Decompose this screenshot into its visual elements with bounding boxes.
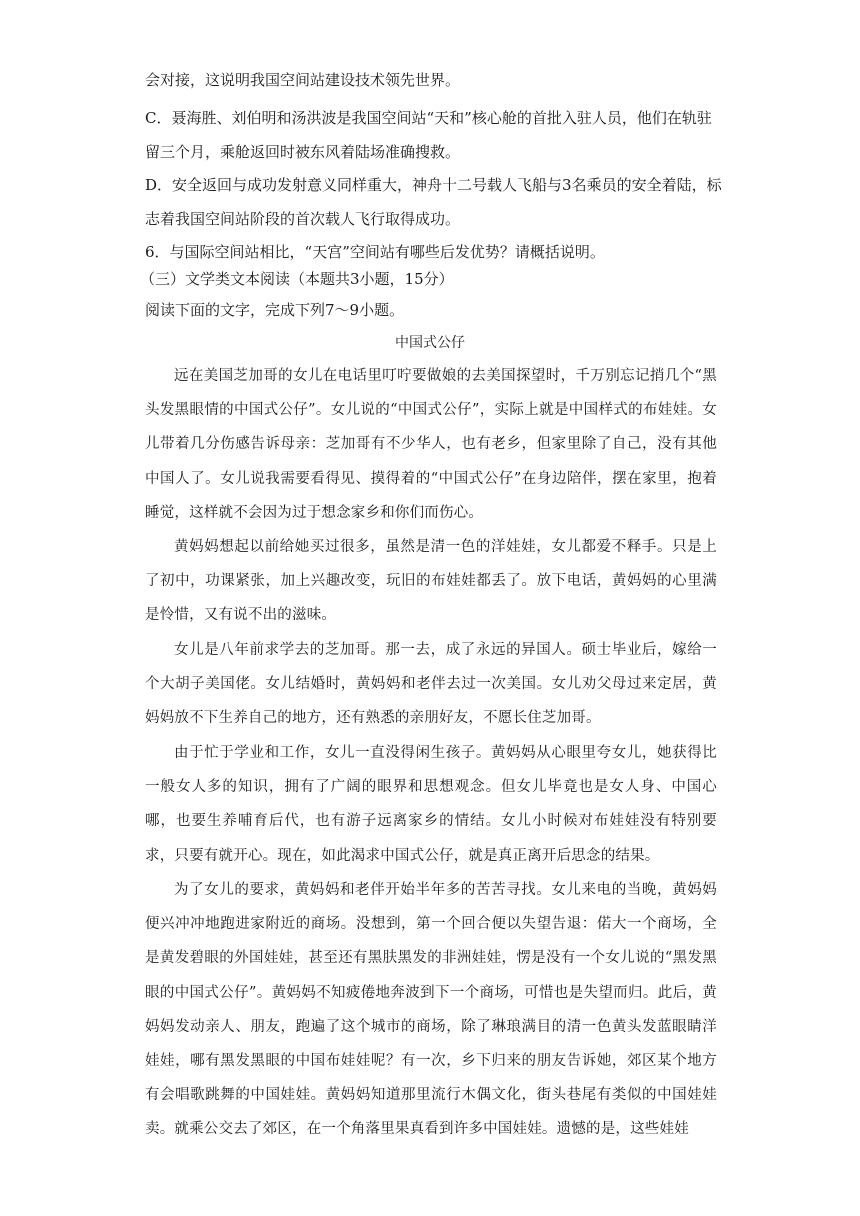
story-title: 中国式公仔	[395, 335, 465, 351]
story-paragraph: 为了女儿的要求，黄妈妈和老伴开始半年多的苦苦寻找。女儿来电的当晚，黄妈妈便兴冲冲地跑进家附近的商场。没想到，第一个回合便以失望告退：偌大一个商场，全是黄发碧眼的外国娃娃，甚至还有黑肤黑发的非洲娃娃，愣是没有一个女儿说的“黑发黑眼的中国式公仔”。黄妈妈不知疲倦地奔波到下一个商场，可惜也是失望而归。此后，黄妈妈发动亲人、朋友，跑遍了这个城市的商场，除了琳琅满目的清一色黄头发蓝眼睛洋娃娃，哪有黑发黑眼的中国布娃娃呢？有一次，乡下归来的朋友告诉她，郊区某个地方有会唱歌跳舞的中国娃娃。黄妈妈知道那里流行木偶文化，街头巷尾有类似的中国娃娃卖。就乘公交去了郊区，在一个角落里果真看到许多中国娃娃。遗憾的是，这些娃娃	[145, 882, 717, 1138]
option-b-tail: 会对接，这说明我国空间站建设技术领先世界。	[145, 71, 461, 89]
story-paragraph: 女儿是八年前求学去的芝加哥。那一去，成了永远的异国人。硕士毕业后，嫁给一个大胡子美国佬。女儿结婚时，黄妈妈和老伴去过一次美国。女儿劝父母过来定居，黄妈妈放不下生养自己的地方，还有熟悉的亲朋好友，不愿长住芝加哥。	[145, 642, 717, 727]
section-heading: （三）文学类文本阅读（本题共3小题，15分）	[140, 270, 454, 288]
story-paragraph: 黄妈妈想起以前给她买过很多，虽然是清一色的洋娃娃，女儿都爱不释手。只是上了初中，功课紧张，加上兴趣改变，玩旧的布娃娃都丢了。放下电话，黄妈妈的心里满是怜惜，又有说不出的滋味。	[145, 539, 717, 624]
story-paragraph: 远在美国芝加哥的女儿在电话里叮咛要做娘的去美国探望时，千万别忘记捎几个“黑头发黑眼情的中国式公仔”。女儿说的“中国式公仔”，实际上就是中国样式的布娃娃。女儿带着几分伤感告诉母亲：芝加哥有不少华人，也有老乡，但家里除了自己，没有其他中国人了。女儿说我需要看得见、摸得着的“中国式公仔”在身边陪伴，摆在家里，抱着睡觉，这样就不会因为过于想念家乡和你们而伤心。	[145, 368, 717, 521]
section-instruction: 阅读下面的文字，完成下列7～9小题。	[145, 301, 405, 319]
question-6: 6．与国际空间站相比，“天宫”空间站有哪些后发优势？请概括说明。	[145, 243, 605, 261]
story-paragraph: 由于忙于学业和工作，女儿一直没得闲生孩子。黄妈妈从心眼里夸女儿，她获得比一般女人多的知识，拥有了广阔的眼界和思想观念。但女儿毕竟也是女人身、中国心哪，也要生养哺育后代，也有游子远离家乡的情结。女儿小时候对布娃娃没有特别要求，只要有就开心。现在，如此渴求中国式公仔，就是真正离开后思念的结果。	[145, 745, 717, 864]
option-d: D．安全返回与成功发射意义同样重大，神舟十二号载人飞船与3名乘员的安全着陆，标志着我国空间站阶段的首次载人飞行取得成功。	[145, 176, 722, 228]
option-c: C．聂海胜、刘伯明和汤洪波是我国空间站“天和”核心舱的首批入驻人员，他们在轨驻留三个月，乘舱返回时被东风着陆场准确搜救。	[145, 109, 712, 161]
